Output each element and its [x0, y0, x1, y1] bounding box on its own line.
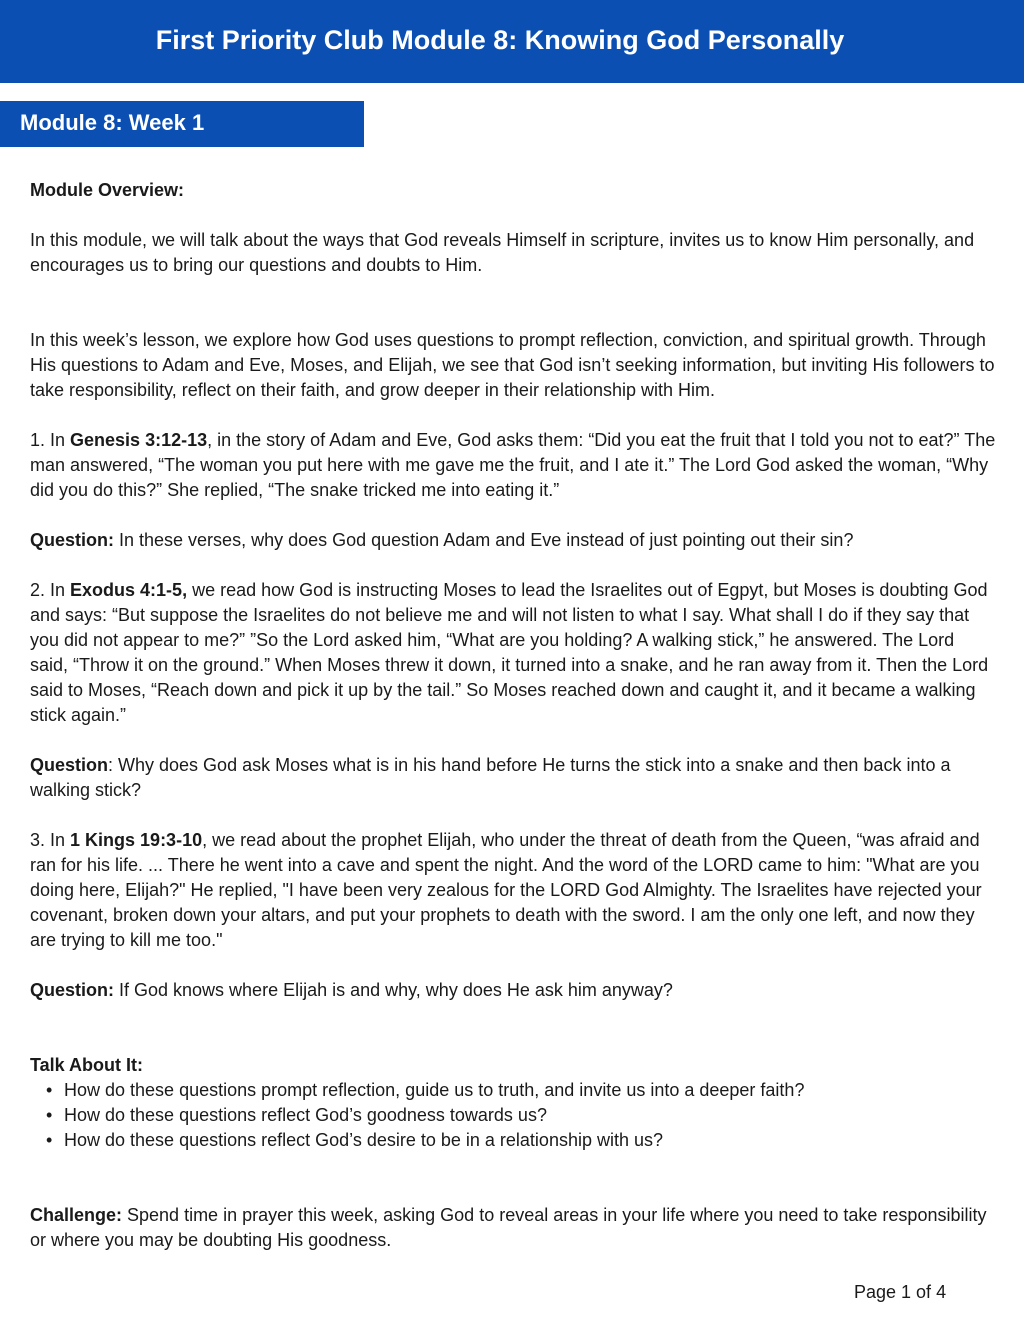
passage-2	[30, 578, 996, 728]
challenge-label: Challenge:	[30, 1205, 123, 1225]
passage-text: , in the story of Adam and Eve, God asks them: “Did you eat the fruit that I told you not to eat?” The man answered, “The woman you put here with me gave me the fruit, and I ate it.” The Lord God asked the woman, “Why did you do this?” She replied, “The snake tricked me into eating it.”	[30, 430, 996, 500]
scripture-reference: 1 Kings 19:3-10	[70, 830, 203, 850]
scripture-reference: Exodus 4:1-5,	[70, 580, 188, 600]
page-header	[0, 0, 1024, 83]
challenge	[30, 1203, 996, 1253]
overview-text: In this module, we will talk about the ways that God reveals Himself in scripture, invites us to know Him personally, and encourages us to bring our questions and doubts to Him.	[30, 230, 975, 275]
question-text: If God knows where Elijah is and why, why does He ask him anyway?	[114, 980, 673, 1000]
passage-prefix: 2. In	[30, 580, 71, 600]
list-item: • How do these questions reflect God’s desire to be in a relationship with us?	[30, 1128, 996, 1153]
week-title: Module 8: Week 1	[20, 110, 205, 135]
talk-list	[30, 1078, 996, 1153]
passage-prefix: 1. In	[30, 430, 71, 450]
challenge-text: Spend time in prayer this week, asking God to reveal areas in your life where you need to take responsibility or where you may be doubting His goodness.	[30, 1205, 987, 1250]
passage-3	[30, 828, 996, 953]
passage-text: , we read about the prophet Elijah, who under the threat of death from the Queen, “was afraid and ran for his life. ... There he went into a cave and spent the night. And the word of the LORD came to him: "What are you doing here, Elijah?" He replied, "I have been very zealous for the LORD God Almighty. The Israelites have rejected your covenant, broken down your altars, and put your prophets to death with the sword. I am the only one left, and now they are trying to kill me too."	[30, 830, 982, 950]
page-title: First Priority Club Module 8: Knowing God Personally	[155, 25, 845, 55]
question-1	[30, 528, 996, 553]
list-item: • How do these questions prompt reflection, guide us to truth, and invite us into a deeper faith?	[30, 1078, 996, 1103]
question-text: : Why does God ask Moses what is in his hand before He turns the stick into a snake and then back into a walking stick?	[30, 755, 951, 800]
passage-text: we read how God is instructing Moses to lead the Israelites out of Egpyt, but Moses is doubting God and says: “But suppose the Israelites do not believe me and will not listen to what I say. What shall I do if they say that you did not appear to me?” ”So the Lord asked him, “What are you holding? A walking stick,” he answered. The Lord said, “Throw it on the ground.” When Moses threw it down, it turned into a snake, and he ran away from it. Then the Lord said to Moses, “Reach down and pick it up by the tail.” So Moses reached down and caught it, and it became a walking stick again.”	[30, 580, 989, 725]
overview-heading: Module Overview:	[30, 180, 185, 200]
lesson-content	[30, 178, 996, 1253]
talk-heading: Talk About It:	[30, 1055, 143, 1075]
question-text: In these verses, why does God question Adam and Eve instead of just pointing out their sin?	[114, 530, 854, 550]
scripture-reference: Genesis 3:12-13	[70, 430, 208, 450]
intro-text: In this week’s lesson, we explore how God uses questions to prompt reflection, conviction, and spiritual growth. Through His questions to Adam and Eve, Moses, and Elijah, we see that God isn’t seeking information, but inviting His followers to take responsibility, reflect on their faith, and grow deeper in their relationship with Him.	[30, 330, 995, 400]
question-label: Question	[30, 755, 109, 775]
passage-prefix: 3. In	[30, 830, 71, 850]
question-label: Question:	[30, 980, 114, 1000]
passage-1	[30, 428, 996, 503]
week-banner	[0, 101, 364, 147]
question-3	[30, 978, 996, 1003]
question-2	[30, 753, 996, 803]
question-label: Question:	[30, 530, 114, 550]
list-item: • How do these questions reflect God’s goodness towards us?	[30, 1103, 996, 1128]
page-number: Page 1 of 4	[854, 1282, 947, 1302]
